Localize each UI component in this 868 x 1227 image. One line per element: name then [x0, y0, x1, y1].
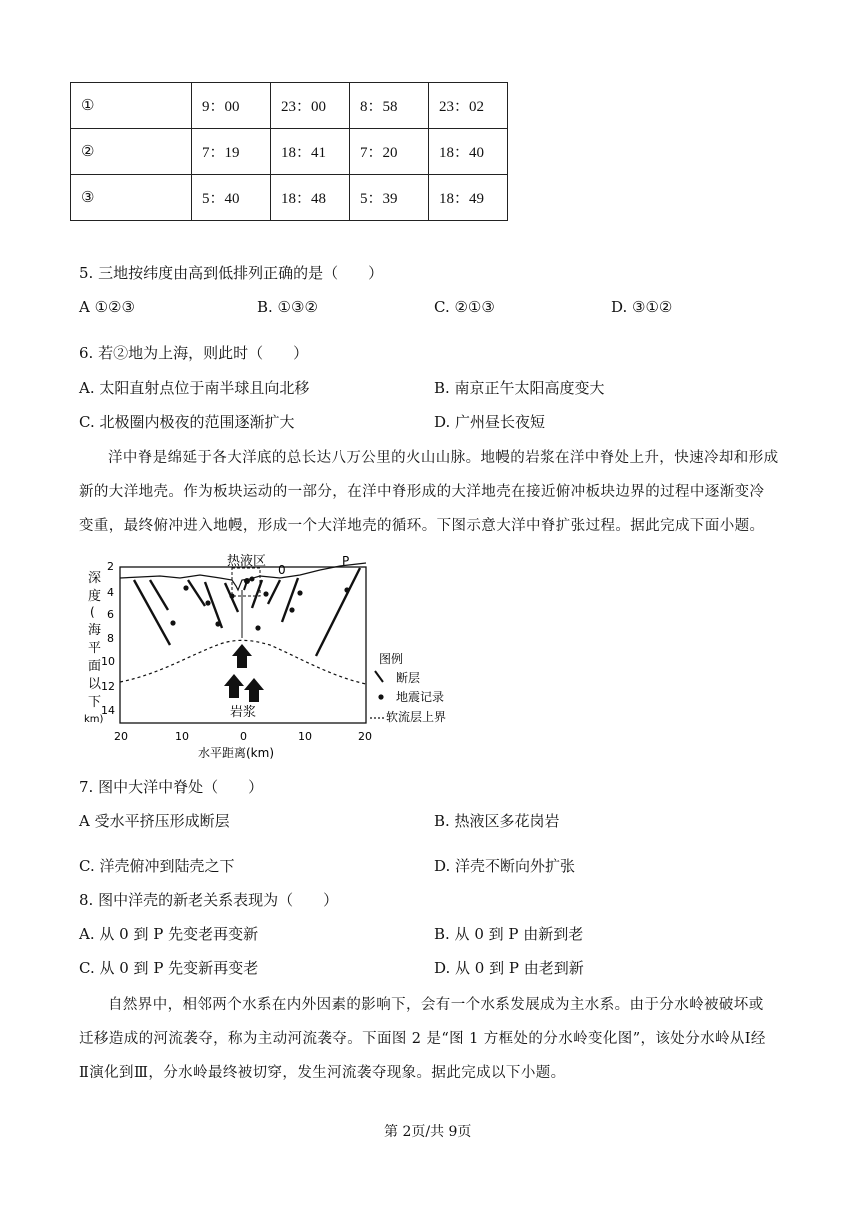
table-cell: 8：58: [350, 83, 429, 129]
passage-line: 迁移造成的河流袭夺，称为主动河流袭夺。下面图 2 是“图 1 方框处的分水岭变化图”，该处分水岭从Ⅰ经: [79, 1031, 766, 1047]
legend-boundary: 软流层上界: [386, 710, 447, 724]
x-tick: 20: [358, 730, 372, 743]
table-cell: 18：40: [429, 129, 508, 175]
legend-quake-symbol: [378, 694, 383, 699]
y-tick: 10: [101, 655, 115, 668]
table-cell: 7：20: [350, 129, 429, 175]
table-cell: 18：41: [271, 129, 350, 175]
sunrise-sunset-table: [70, 82, 508, 221]
y-tick: 12: [101, 680, 115, 693]
table-row: [71, 83, 508, 129]
legend-quake: 地震记录: [396, 690, 445, 704]
label-magma: 岩浆: [230, 705, 257, 720]
x-axis-label: 水平距离(km): [198, 746, 275, 760]
ylabel-char: 平: [88, 641, 102, 656]
hydrothermal-vent: [250, 577, 255, 582]
table-cell: 5：39: [350, 175, 429, 221]
option-d[interactable]: D. 从 0 到 P 由老到新: [434, 959, 584, 977]
table-cell: ②: [71, 129, 192, 175]
table-cell: ①: [71, 83, 192, 129]
y-tick: 14: [101, 704, 115, 717]
option-a[interactable]: A 受水平挤压形成断层: [79, 812, 230, 830]
option-b[interactable]: B. ①③②: [257, 298, 318, 316]
table-cell: 23：00: [271, 83, 350, 129]
y-tick: 8: [107, 632, 114, 645]
table-cell: 23：02: [429, 83, 508, 129]
option-b[interactable]: B. 南京正午太阳高度变大: [434, 379, 605, 397]
passage-line: 洋中脊是绵延于各大洋底的总长达八万公里的火山山脉。地幔的岩浆在洋中脊处上升，快速冷却和形成: [108, 450, 779, 466]
option-d[interactable]: D. ③①②: [611, 298, 673, 316]
passage-line: 自然界中，相邻两个水系在内外因素的影响下，会有一个水系发展成为主水系。由于分水岭被破坏或: [108, 997, 764, 1013]
option-c[interactable]: C. ②①③: [434, 298, 495, 316]
x-tick: 0: [240, 730, 247, 743]
question-8-stem: 8. 图中洋壳的新老关系表现为（ ）: [79, 891, 339, 909]
table-cell: 18：48: [271, 175, 350, 221]
table-cell: 7：19: [192, 129, 271, 175]
ylabel-char: 下: [88, 695, 102, 710]
y-tick: 2: [107, 560, 114, 573]
table-row: [71, 129, 508, 175]
x-tick: 10: [298, 730, 312, 743]
option-d[interactable]: D. 洋壳不断向外扩张: [434, 857, 576, 875]
table-cell: 18：49: [429, 175, 508, 221]
magma-arrows: [224, 644, 264, 702]
option-a[interactable]: A. 从 0 到 P 先变老再变新: [79, 925, 259, 943]
label-p: P: [342, 554, 350, 568]
table-cell: 9：00: [192, 83, 271, 129]
label-o: 0: [278, 563, 286, 577]
question-7-stem: 7. 图中大洋中脊处（ ）: [79, 778, 264, 796]
option-b[interactable]: B. 热液区多花岗岩: [434, 812, 560, 830]
passage-line: Ⅱ演化到Ⅲ，分水岭最终被切穿，发生河流袭夺现象。据此完成以下小题。: [79, 1065, 566, 1081]
question-6-stem: 6. 若②地为上海，则此时（ ）: [79, 344, 309, 362]
ylabel-char: 深: [88, 571, 102, 586]
x-tick: 20: [114, 730, 128, 743]
question-5-stem: 5. 三地按纬度由高到低排列正确的是（ ）: [79, 264, 384, 282]
ylabel-char: 面: [88, 659, 102, 674]
ylabel-char: 以: [88, 677, 102, 692]
legend-title: 图例: [379, 652, 404, 666]
label-hydrothermal: 热液区: [227, 554, 267, 569]
x-tick: 10: [175, 730, 189, 743]
ylabel-char: 海: [88, 623, 102, 638]
passage-line: 新的大洋地壳。作为板块运动的一部分，在洋中脊形成的大洋地壳在接近俯冲板块边界的过程中逐渐变冷: [79, 484, 765, 500]
ylabel-char: (: [90, 605, 95, 619]
y-tick: 6: [107, 608, 114, 621]
y-tick: 4: [107, 586, 114, 599]
mid-ocean-ridge-figure: [70, 550, 490, 765]
table-row: [71, 175, 508, 221]
passage-line: 变重，最终俯冲进入地幔，形成一个大洋地壳的循环。下图示意大洋中脊扩张过程。据此完成下面小题。: [79, 518, 765, 534]
table-cell: 5：40: [192, 175, 271, 221]
option-d[interactable]: D. 广州昼长夜短: [434, 413, 546, 431]
option-a[interactable]: A ①②③: [79, 298, 135, 316]
ylabel-char: 度: [88, 589, 102, 604]
option-c[interactable]: C. 洋壳俯冲到陆壳之下: [79, 857, 235, 875]
table-cell: ③: [71, 175, 192, 221]
ylabel-char: km): [84, 714, 104, 725]
option-c[interactable]: C. 从 0 到 P 先变新再变老: [79, 959, 259, 977]
page-number: 第 2页/共 9页: [384, 1124, 472, 1140]
legend-fault-symbol: [375, 671, 383, 682]
option-a[interactable]: A. 太阳直射点位于南半球且向北移: [79, 379, 310, 397]
option-c[interactable]: C. 北极圈内极夜的范围逐渐扩大: [79, 413, 295, 431]
option-b[interactable]: B. 从 0 到 P 由新到老: [434, 925, 584, 943]
legend-fault: 断层: [396, 671, 421, 685]
